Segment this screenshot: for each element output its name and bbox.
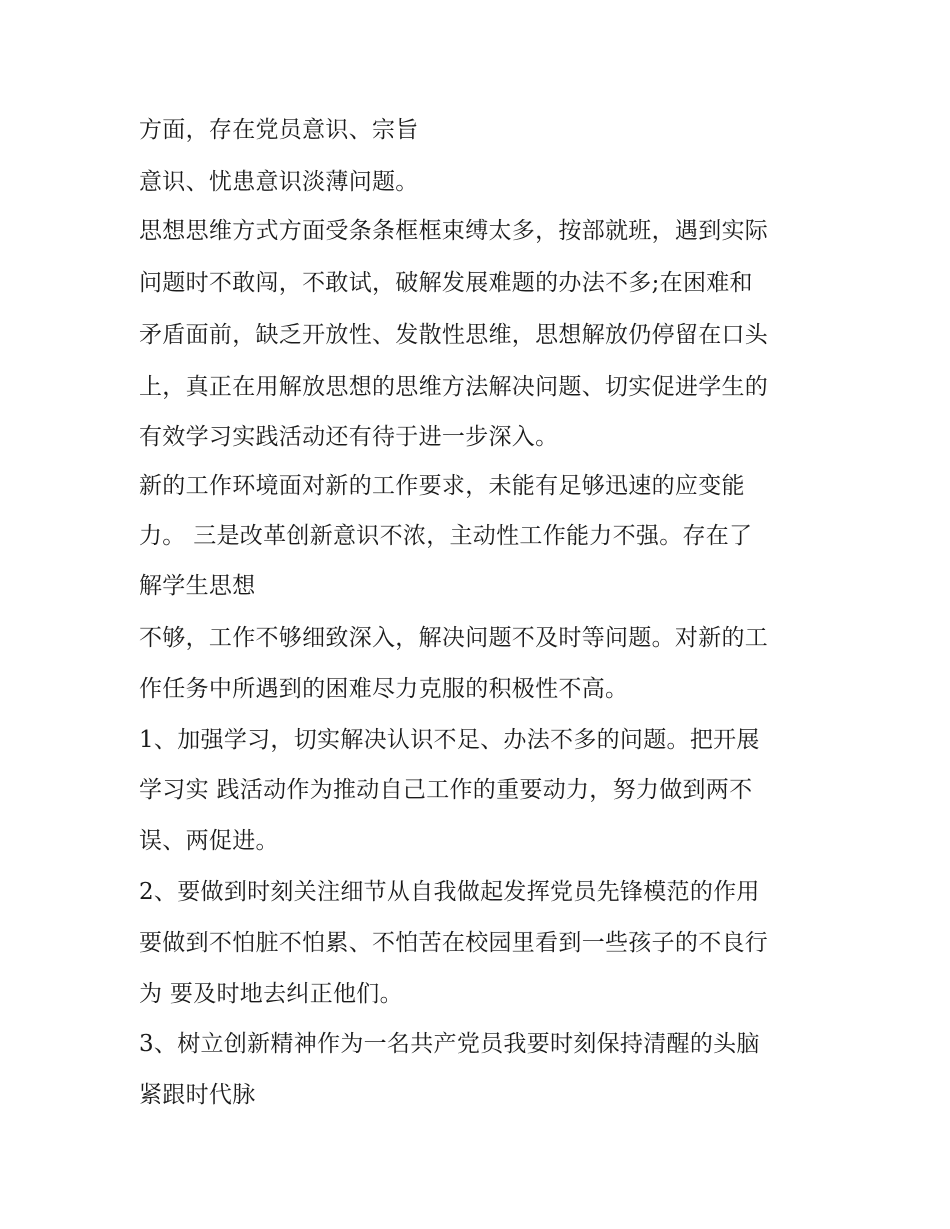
text-line: 上，真正在用解放思想的思维方法解决问题、切实促进学生的 (139, 374, 769, 400)
text-line: 为 要及时地去纠正他们。 (139, 981, 403, 1007)
text-line: 有效学习实践活动还有待于进一步深入。 (139, 424, 559, 450)
text-line: 要做到不怕脏不怕累、不怕苦在校园里看到一些孩子的不良行 (139, 930, 769, 956)
text-line: 意识、忧患意识淡薄问题。 (139, 169, 419, 195)
text-line: 思想思维方式方面受条条框框束缚太多，按部就班，遇到实际 (139, 218, 769, 244)
text-line: 学习实 践活动作为推动自己工作的重要动力，努力做到两不 (139, 777, 753, 803)
text-line: 矛盾面前，缺乏开放性、发散性思维，思想解放仍停留在口头 (139, 322, 769, 348)
text-line: 解学生思想 (139, 573, 256, 599)
text-line: 不够，工作不够细致深入，解决问题不及时等问题。对新的工 (139, 625, 769, 651)
text-line: 2、要做到时刻关注细节从自我做起发挥党员先锋模范的作用 (139, 879, 760, 905)
text-line: 问题时不敢闯，不敢试，破解发展难题的办法不多;在困难和 (139, 270, 753, 296)
text-line: 方面，存在党员意识、宗旨 (139, 117, 419, 143)
text-line: 误、两促进。 (139, 828, 279, 854)
text-line: 力。 三是改革创新意识不浓，主动性工作能力不强。存在了 (139, 523, 753, 549)
text-line: 作任务中所遇到的困难尽力克服的积极性不高。 (139, 676, 629, 702)
text-line: 1、加强学习，切实解决认识不足、办法不多的问题。把开展 (139, 727, 760, 753)
text-line: 3、树立创新精神作为一名共产党员我要时刻保持清醒的头脑 (139, 1031, 760, 1057)
text-line: 新的工作环境面对新的工作要求，未能有足够迅速的应变能 (139, 473, 745, 499)
text-line: 紧跟时代脉 (139, 1082, 256, 1108)
